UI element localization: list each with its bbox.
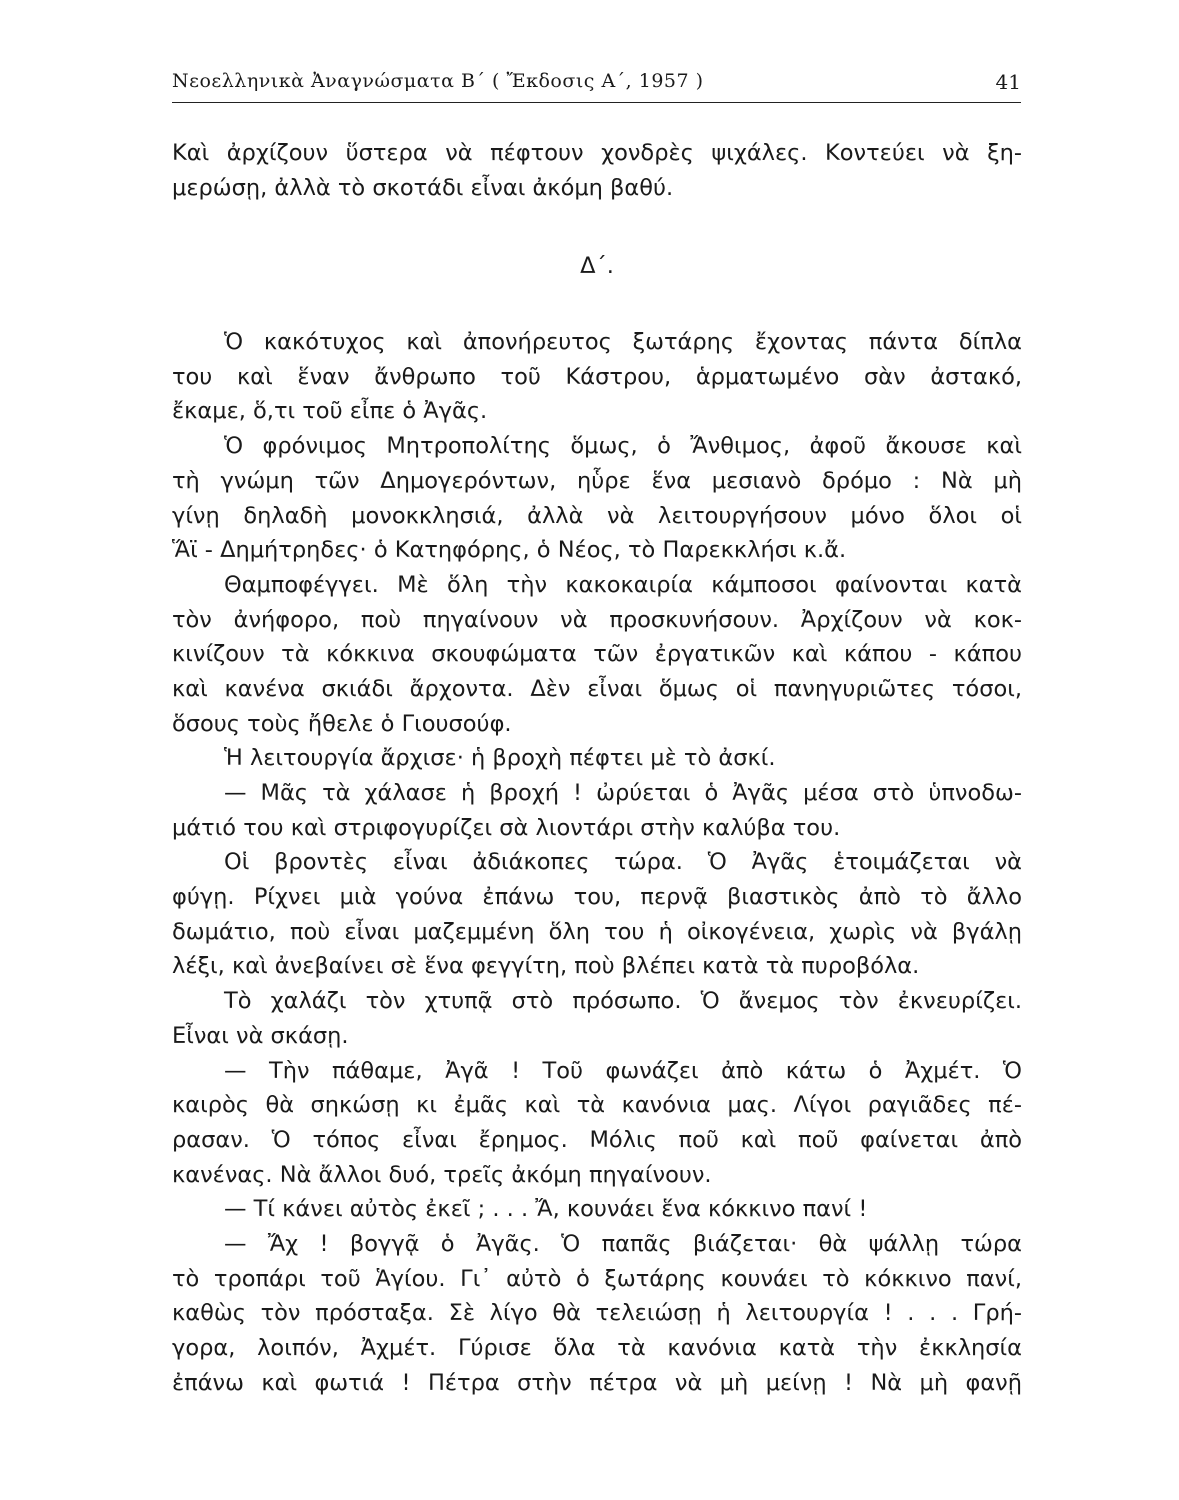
page-number: 41 [995, 70, 1021, 94]
text-line: μάτιό του καὶ στριφογυρίζει σὰ λιοντάρι στὴν καλύβα του. [172, 814, 841, 841]
text-line: Ἅϊ - Δημήτρηδες· ὁ Κατηφόρης, ὁ Νέος, τὸ Παρεκκλήσι κ.ἄ. [172, 537, 847, 564]
text-line: καὶ κανένα σκιάδι ἄρχοντα. Δὲν εἶναι ὅμως οἱ πανηγυριῶτες τόσοι, [172, 675, 1022, 702]
text-line: Ὁ φρόνιμος Μητροπολίτης ὅμως, ὁ Ἄνθιμος, ἀφοῦ ἄκουσε καὶ [224, 433, 1022, 460]
text-line: Τὸ χαλάζι τὸν χτυπᾷ στὸ πρόσωπο. Ὁ ἄνεμος τὸν ἐκνευρίζει. [224, 988, 1022, 1015]
book-title: Νεοελληνικὰ Ἀναγνώσματα Β΄ ( Ἔκδοσις Α΄, 1957 ) [172, 70, 704, 92]
text-line: κινίζουν τὰ κόκκινα σκουφώματα τῶν ἐργατικῶν καὶ κάπου - κάπου [172, 641, 1022, 668]
text-line: — Τί κάνει αὐτὸς ἐκεῖ ; . . . Ἄ, κουνάει ἕνα κόκκινο πανί ! [224, 1196, 868, 1223]
text-line: ἔκαμε, ὅ,τι τοῦ εἶπε ὁ Ἀγᾶς. [172, 398, 488, 425]
text-line: καθὼς τὸν πρόσταξα. Σὲ λίγο θὰ τελειώσῃ ἡ λειτουργία ! . . . Γρή- [172, 1300, 1022, 1327]
text-line: ἐπάνω καὶ φωτιά ! Πέτρα στὴν πέτρα νὰ μὴ μείνῃ ! Νὰ μὴ φανῇ [172, 1369, 1022, 1396]
text-line: φύγῃ. Ρίχνει μιὰ γούνα ἐπάνω του, περνᾷ βιαστικὸς ἀπὸ τὸ ἄλλο [172, 884, 1022, 911]
text-line: Θαμποφέγγει. Μὲ ὅλη τὴν κακοκαιρία κάμποσοι φαίνονται κατὰ [224, 571, 1022, 598]
text-line: Οἱ βροντὲς εἶναι ἀδιάκοπες τώρα. Ὁ Ἀγᾶς ἑτοιμάζεται νὰ [224, 849, 1022, 876]
text-line: — Μᾶς τὰ χάλασε ἡ βροχή ! ὠρύεται ὁ Ἀγᾶς μέσα στὸ ὑπνοδω- [224, 780, 1022, 806]
text-line: Ὁ κακότυχος καὶ ἀπονήρευτος ξωτάρης ἔχοντας πάντα δίπλα [224, 329, 1022, 356]
running-header [172, 62, 1021, 103]
section-heading: Δ΄. [580, 253, 614, 280]
text-line: Εἶναι νὰ σκάσῃ. [172, 1022, 349, 1049]
text-line: γορα, λοιπόν, Ἀχμέτ. Γύρισε ὅλα τὰ κανόνια κατὰ τὴν ἐκκλησία [172, 1335, 1022, 1361]
text-line: Ἡ λειτουργία ἄρχισε· ἡ βροχὴ πέφτει μὲ τὸ ἀσκί. [224, 745, 776, 772]
text-line: του καὶ ἕναν ἄνθρωπο τοῦ Κάστρου, ἁρματωμένο σὰν ἀστακό, [172, 363, 1022, 390]
body-text [172, 136, 1022, 1400]
text-line: λέξι, καὶ ἀνεβαίνει σὲ ἕνα φεγγίτη, ποὺ βλέπει κατὰ τὰ πυροβόλα. [172, 953, 920, 980]
text-line: δωμάτιο, ποὺ εἶναι μαζεμμένη ὅλη του ἡ οἰκογένεια, χωρὶς νὰ βγάλῃ [172, 918, 1022, 945]
text-line: — Τὴν πάθαμε, Ἀγᾶ ! Τοῦ φωνάζει ἀπὸ κάτω ὁ Ἀχμέτ. Ὁ [224, 1057, 1022, 1084]
text-line: τὸ τροπάρι τοῦ Ἁγίου. Γι᾽ αὐτὸ ὁ ξωτάρης κουνάει τὸ κόκκινο πανί, [172, 1265, 1022, 1292]
text-line: ὅσους τοὺς ἤθελε ὁ Γιουσούφ. [172, 710, 512, 737]
text-line: ρασαν. Ὁ τόπος εἶναι ἔρημος. Μόλις ποῦ καὶ ποῦ φαίνεται ἀπὸ [172, 1126, 1022, 1153]
text-line: κανένας. Νὰ ἄλλοι δυό, τρεῖς ἀκόμη πηγαίνουν. [172, 1161, 712, 1188]
text-line: τὸν ἀνήφορο, ποὺ πηγαίνουν νὰ προσκυνήσουν. Ἀρχίζουν νὰ κοκ- [172, 606, 1022, 633]
text-line: καιρὸς θὰ σηκώσῃ κι ἐμᾶς καὶ τὰ κανόνια μας. Λίγοι ραγιᾶδες πέ- [172, 1092, 1022, 1119]
text-line: — Ἄχ ! βογγᾷ ὁ Ἀγᾶς. Ὁ παπᾶς βιάζεται· θὰ ψάλλῃ τώρα [224, 1230, 1022, 1257]
text-line: Καὶ ἀρχίζουν ὕστερα νὰ πέφτουν χονδρὲς ψιχάλες. Κοντεύει νὰ ξη- [172, 140, 1022, 166]
text-line: τὴ γνώμη τῶν Δημογερόντων, ηὗρε ἕνα μεσιανὸ δρόμο : Νὰ μὴ [172, 467, 1022, 494]
text-line: μερώσῃ, ἀλλὰ τὸ σκοτάδι εἶναι ἀκόμη βαθύ. [172, 174, 674, 201]
text-line: γίνῃ δηλαδὴ μονοκκλησιά, ἀλλὰ νὰ λειτουργήσουν μόνο ὅλοι οἱ [172, 502, 1022, 529]
